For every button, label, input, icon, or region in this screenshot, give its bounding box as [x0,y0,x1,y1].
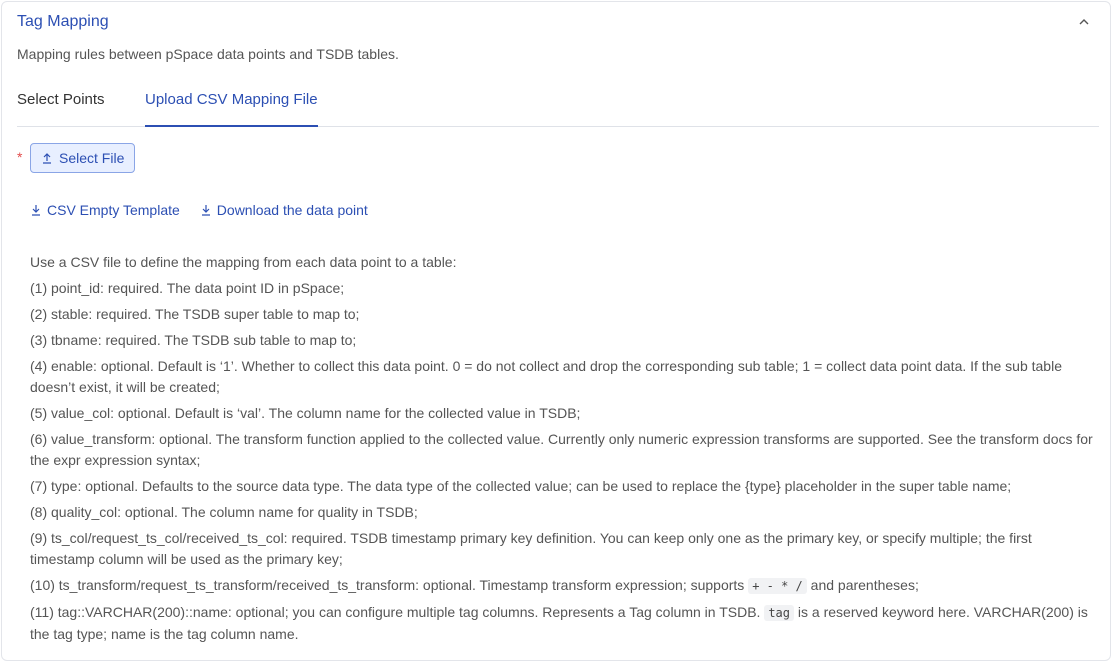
description-item-10 [30,575,1096,597]
download-points-link[interactable] [200,200,368,220]
description-item-11 [30,602,1096,645]
description-item: (8) quality_col: optional. The column name for quality in TSDB; [30,504,418,520]
description-item: (9) ts_col/request_ts_col/received_ts_col: required. TSDB timestamp primary key definition. You can keep only one as the primary key, or specify multiple; the first timestamp column will be used as the primary key; [30,530,1032,567]
upload-icon [41,152,53,164]
select-file-button[interactable] [30,143,135,173]
description-item: (1) point_id: required. The data point ID in pSpace; [30,280,345,296]
chevron-up-icon[interactable] [1076,14,1092,30]
description-intro: Use a CSV file to define the mapping from each data point to a table: [30,254,457,270]
panel-subtitle: Mapping rules between pSpace data points and TSDB tables. [17,46,399,62]
description-item: (2) stable: required. The TSDB super table to map to; [30,306,360,322]
download-links [30,200,368,220]
download-icon [200,204,212,216]
description-item: (4) enable: optional. Default is ‘1’. Whether to collect this data point. 0 = do not collect and drop the corresponding sub table; 1 = collect data point data. If the sub table doesn’t exist, it will be created; [30,358,1062,395]
download-icon [30,204,42,216]
tab-upload-csv[interactable]: Upload CSV Mapping File [145,82,318,126]
tab-bar [17,82,1099,127]
csv-description [30,252,1096,650]
tag-mapping-panel [1,1,1111,661]
item10-text: (10) ts_transform/request_ts_transform/received_ts_transform: optional. Timestamp transform expression; supports [30,577,745,593]
description-item: (6) value_transform: optional. The transform function applied to the collected value. Currently only numeric expression transforms are supported. See the transform docs for the expr expression syntax; [30,431,1093,468]
tag-keyword-code: tag [764,605,794,621]
tab-select-points[interactable]: Select Points [17,91,105,108]
operators-code: + - * / [748,578,807,594]
download-points-label: Download the data point [216,202,368,218]
item10-text-end: and parentheses; [810,577,919,593]
item11-text: (11) tag::VARCHAR(200)::name: optional; you can configure multiple tag columns. Represents a Tag column in TSDB. [30,604,761,620]
panel-title: Tag Mapping [17,13,109,30]
item11-text-end: is a reserved keyword here. VARCHAR(200) is the tag type; name is the tag column name. [30,604,1088,642]
description-item: (7) type: optional. Defaults to the source data type. The data type of the collected value; can be used to replace the {type} placeholder in the super table name; [30,478,1012,494]
description-item: (3) tbname: required. The TSDB sub table to map to; [30,332,357,348]
description-item: (5) value_col: optional. Default is ‘val’. The column name for the collected value in TSDB; [30,405,581,421]
csv-template-link[interactable] [30,200,180,220]
required-mark: * [17,149,23,165]
csv-template-label: CSV Empty Template [47,202,180,218]
select-file-label: Select File [59,150,125,166]
